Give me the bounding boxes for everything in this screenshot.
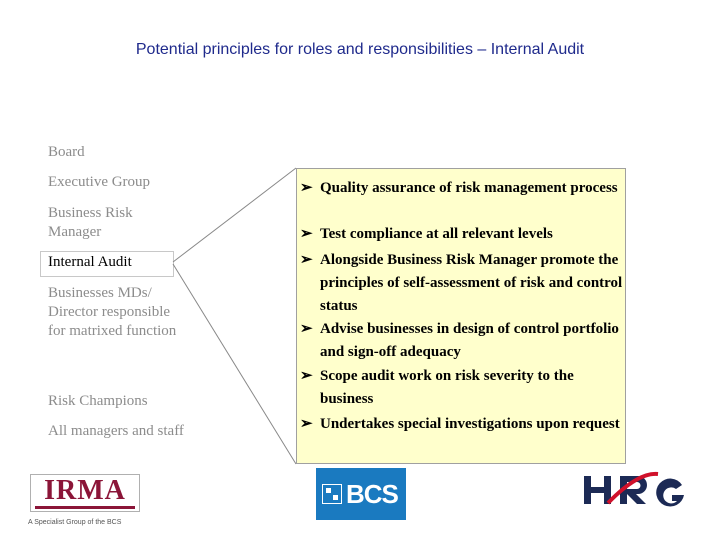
role-all-managers: All managers and staff xyxy=(48,423,184,439)
arrow-bullet-icon: ➢ xyxy=(300,180,313,196)
role-internal-audit: Internal Audit xyxy=(48,254,132,270)
bcs-emblem-icon xyxy=(322,484,342,504)
arrow-bullet-icon: ➢ xyxy=(300,416,313,432)
bullet-item: ➢ Alongside Business Risk Manager promote the principles of self-assessment of risk and control status xyxy=(300,249,630,318)
irma-tagline: A Specialist Group of the BCS xyxy=(28,519,122,526)
arrow-bullet-icon: ➢ xyxy=(300,368,313,384)
irma-logo: IRMA xyxy=(30,474,140,512)
bullet-item: ➢ Quality assurance of risk management process xyxy=(300,177,630,200)
role-business-risk-manager: Business Risk Manager xyxy=(48,205,133,240)
arrow-bullet-icon: ➢ xyxy=(300,252,313,268)
bcs-logo: BCS xyxy=(316,468,406,520)
bullet-item: ➢ Test compliance at all relevant levels xyxy=(300,223,630,246)
hrg-logo xyxy=(578,470,696,510)
bullet-item: ➢ Advise businesses in design of control portfolio and sign-off adequacy xyxy=(300,318,630,364)
page-title: Potential principles for roles and responsibilities – Internal Audit xyxy=(135,41,585,58)
role-board: Board xyxy=(48,144,85,160)
arrow-bullet-icon: ➢ xyxy=(300,226,313,242)
role-executive-group: Executive Group xyxy=(48,174,151,190)
bullet-item: ➢ Undertakes special investigations upon request xyxy=(300,413,630,436)
bullet-item: ➢ Scope audit work on risk severity to the business xyxy=(300,365,630,411)
role-businesses-mds: Businesses MDs/ Director responsible for matrixed function xyxy=(48,285,177,339)
arrow-bullet-icon: ➢ xyxy=(300,321,313,337)
role-risk-champions: Risk Champions xyxy=(48,393,148,409)
